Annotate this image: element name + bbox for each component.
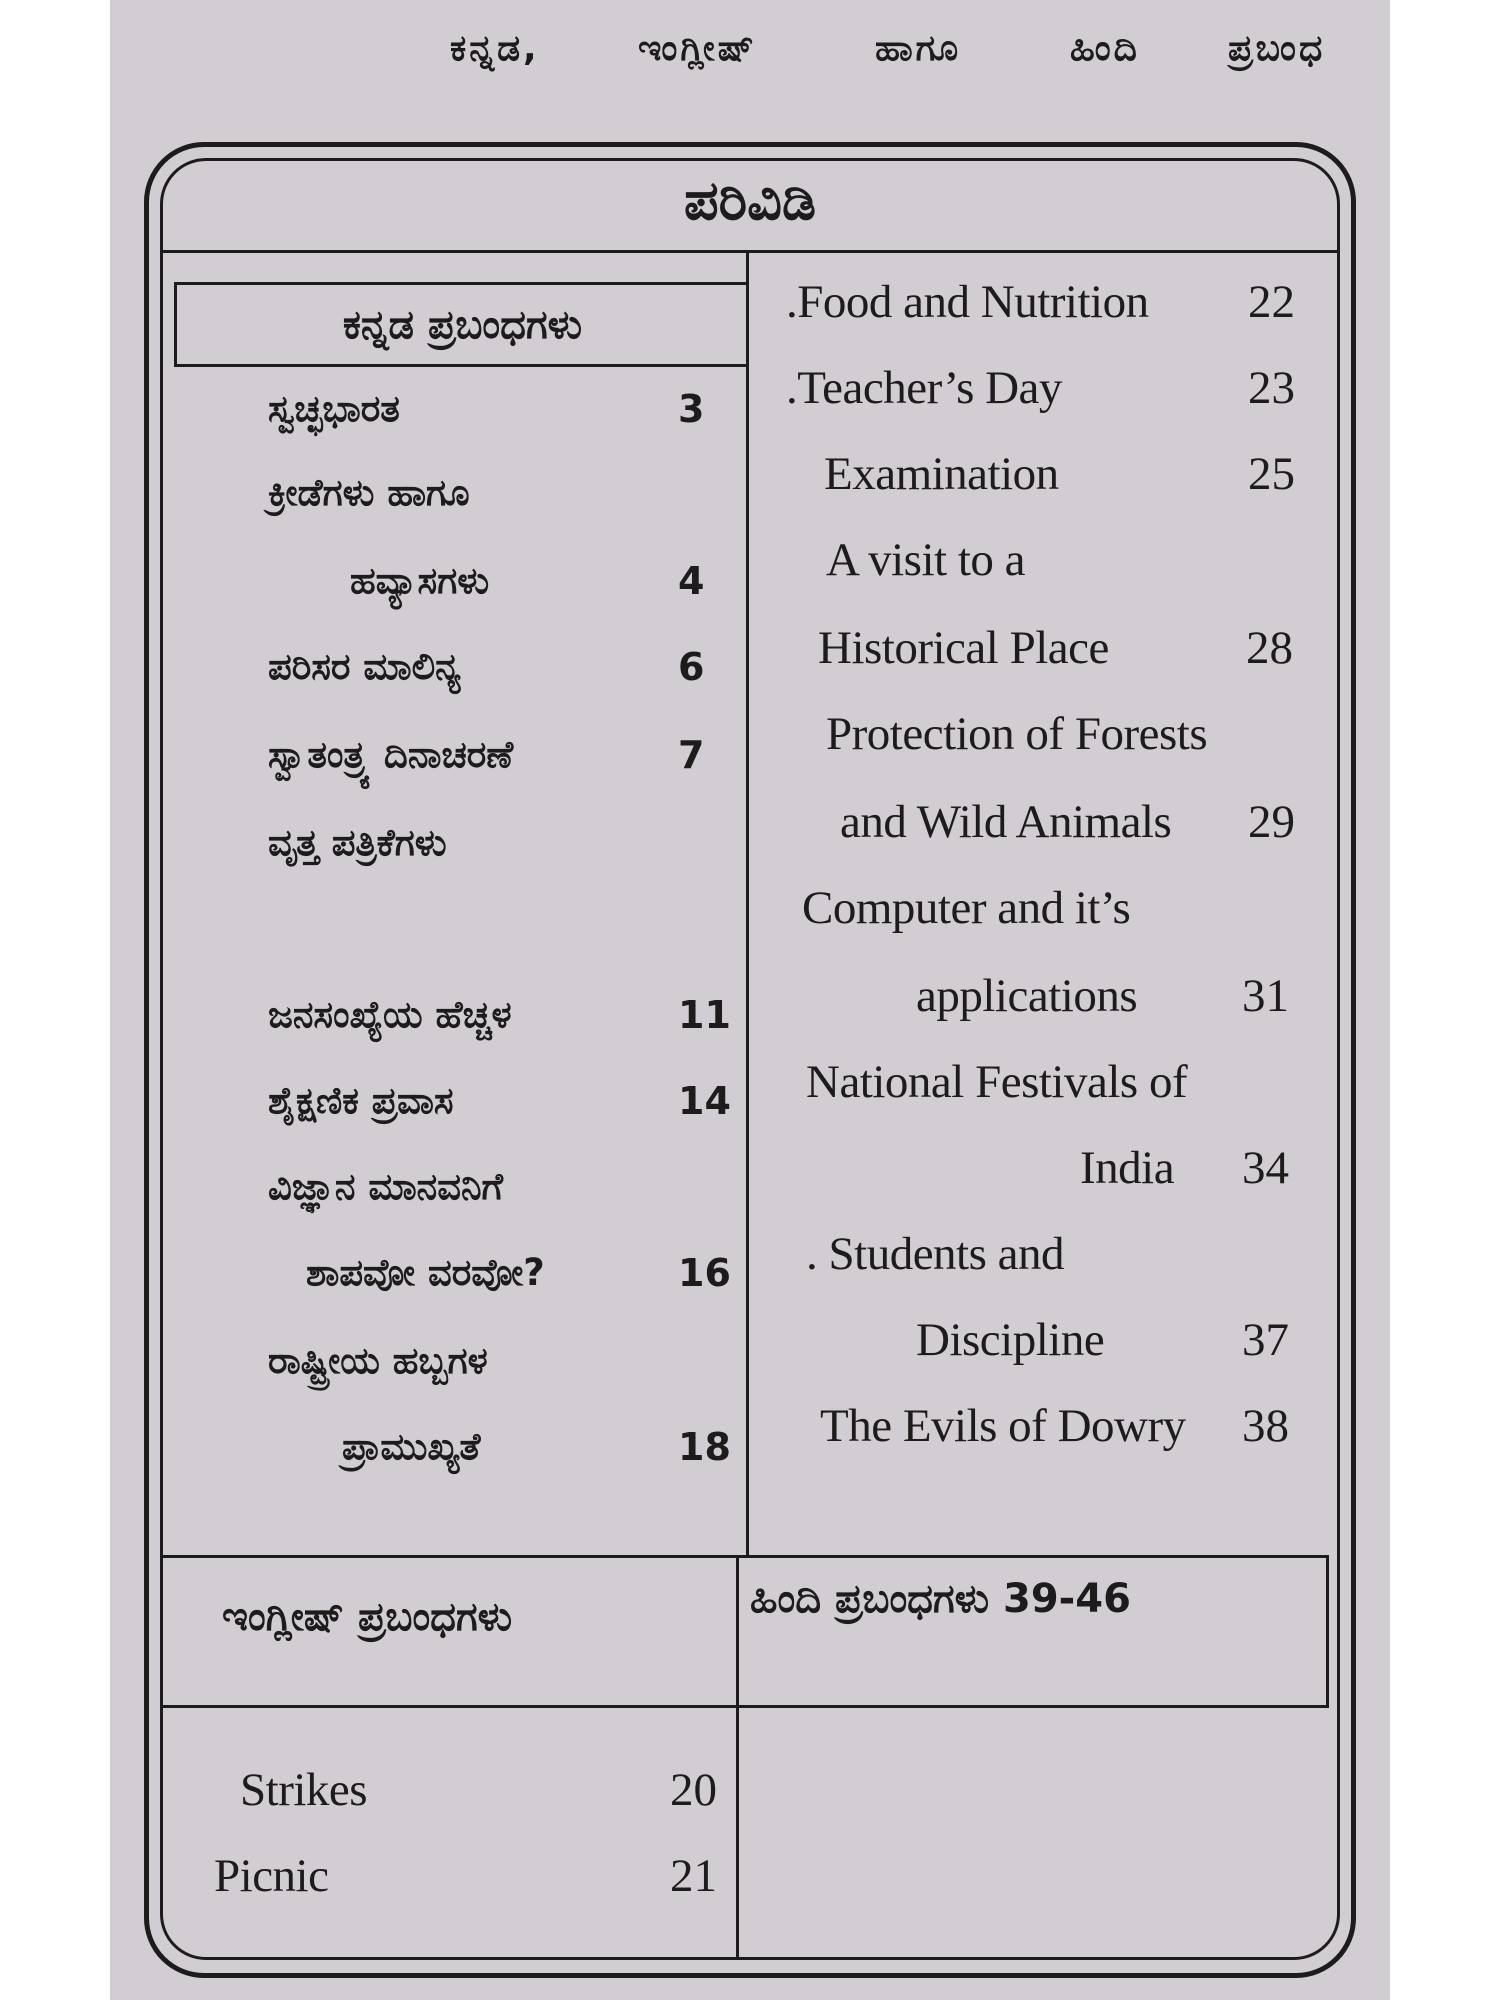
- column-divider: [746, 253, 749, 1558]
- toc-entry-page: 25: [1248, 448, 1295, 500]
- toc-entry-title: ಕ್ರೀಡೆಗಳು ಹಾಗೂ: [268, 471, 470, 514]
- toc-entry-title: . Students and: [806, 1228, 1065, 1280]
- page: [110, 0, 1390, 2000]
- toc-entry-title-cont: and Wild Animals: [840, 796, 1172, 848]
- hindi-box-bottom: [736, 1705, 1329, 1708]
- toc-entry-title: ವೃತ್ತ ಪತ್ರಿಕೆಗಳು: [268, 821, 447, 864]
- running-header-word: ಪ್ರಬಂಧ: [1228, 28, 1326, 69]
- toc-entry-page: 20: [670, 1764, 717, 1816]
- toc-entry-page: 11: [678, 993, 731, 1037]
- toc-entry-title-cont: ಶಾಪವೋ ವರವೋ?: [306, 1251, 545, 1294]
- toc-entry-title: Picnic: [214, 1850, 329, 1902]
- toc-entry-title: Strikes: [240, 1764, 368, 1816]
- toc-entry-page: 14: [678, 1079, 731, 1123]
- toc-entry-page: 6: [678, 645, 705, 689]
- toc-entry-title: ಶೈಕ್ಷಣಿಕ ಪ್ರವಾಸ: [268, 1079, 454, 1122]
- toc-entry-page: 38: [1242, 1400, 1289, 1452]
- toc-entry-title: ವಿಜ್ಞಾನ ಮಾನವನಿಗೆ: [268, 1165, 504, 1208]
- running-header-word: ಹಿಂದಿ: [1070, 28, 1140, 69]
- toc-entry-page: 21: [670, 1850, 717, 1902]
- section-rule: [163, 1555, 1328, 1558]
- running-header-word: ಕನ್ನಡ,: [450, 28, 540, 69]
- toc-entry-title-cont: applications: [916, 970, 1138, 1022]
- toc-entry-title: ಜನಸಂಖ್ಯೆಯ ಹೆಚ್ಚಳ: [268, 993, 512, 1036]
- english-box-bottom: [163, 1705, 738, 1708]
- toc-entry-title: Protection of Forests: [826, 708, 1208, 760]
- toc-entry-page: 16: [678, 1251, 731, 1295]
- toc-entry-title-cont: India: [1080, 1142, 1175, 1194]
- toc-entry-title: ಸ್ವಚ್ಛಭಾರತ: [268, 387, 400, 430]
- toc-entry-title: .Teacher’s Day: [786, 362, 1062, 414]
- toc-entry-page: 7: [678, 733, 705, 777]
- toc-entry-title-cont: ಹವ್ಯಾಸಗಳು: [350, 559, 490, 602]
- page-title: ಪರಿವಿಡಿ: [684, 169, 816, 232]
- english-section-heading: ಇಂಗ್ಲೀಷ್ ಪ್ರಬಂಧಗಳು: [222, 1594, 513, 1640]
- toc-entry-title: The Evils of Dowry: [820, 1400, 1186, 1452]
- running-header: [110, 28, 1390, 88]
- toc-entry-title: ರಾಷ್ಟ್ರೀಯ ಹಬ್ಬಗಳ: [268, 1339, 488, 1382]
- toc-entry-title: A visit to a: [826, 534, 1025, 586]
- toc-entry-title: Computer and it’s: [802, 882, 1131, 934]
- toc-entry-title: ಪರಿಸರ ಮಾಲಿನ್ಯ: [268, 645, 461, 688]
- toc-entry-page: 29: [1248, 796, 1295, 848]
- toc-entry-title-cont: Historical Place: [818, 622, 1109, 674]
- title-rule: [163, 250, 1338, 253]
- toc-entry-page: 34: [1242, 1142, 1289, 1194]
- toc-entry-title: National Festivals of: [806, 1056, 1188, 1108]
- hindi-box-right: [1326, 1555, 1329, 1708]
- kannada-box-bottom: [174, 364, 748, 367]
- toc-entry-page: 23: [1248, 362, 1295, 414]
- toc-entry-page: 31: [1242, 970, 1289, 1022]
- toc-entry-page: 37: [1242, 1314, 1289, 1366]
- toc-entry-title-cont: ಪ್ರಾಮುಖ್ಯತೆ: [342, 1425, 481, 1468]
- toc-entry-page: 3: [678, 387, 705, 431]
- toc-entry-title: .Food and Nutrition: [786, 276, 1149, 328]
- running-header-word: ಹಾಗೂ: [875, 28, 962, 69]
- toc-entry-page: 4: [678, 559, 705, 603]
- column-divider-lower: [736, 1558, 739, 1958]
- toc-entry-title: ಸ್ವಾತಂತ್ರ್ಯ ದಿನಾಚರಣೆ: [268, 733, 514, 776]
- toc-entry-title-cont: Discipline: [916, 1314, 1105, 1366]
- toc-entry-page: 28: [1246, 622, 1293, 674]
- hindi-section-heading: ಹಿಂದಿ ಪ್ರಬಂಧಗಳು 39-46: [750, 1576, 1131, 1622]
- running-header-word: ಇಂಗ್ಲೀಷ್: [638, 28, 757, 69]
- kannada-box-top: [174, 282, 748, 285]
- toc-entry-title: Examination: [824, 448, 1059, 500]
- toc-entry-page: 22: [1248, 276, 1295, 328]
- toc-entry-page: 18: [678, 1425, 731, 1469]
- kannada-section-heading: ಕನ್ನಡ ಪ್ರಬಂಧಗಳು: [342, 302, 583, 348]
